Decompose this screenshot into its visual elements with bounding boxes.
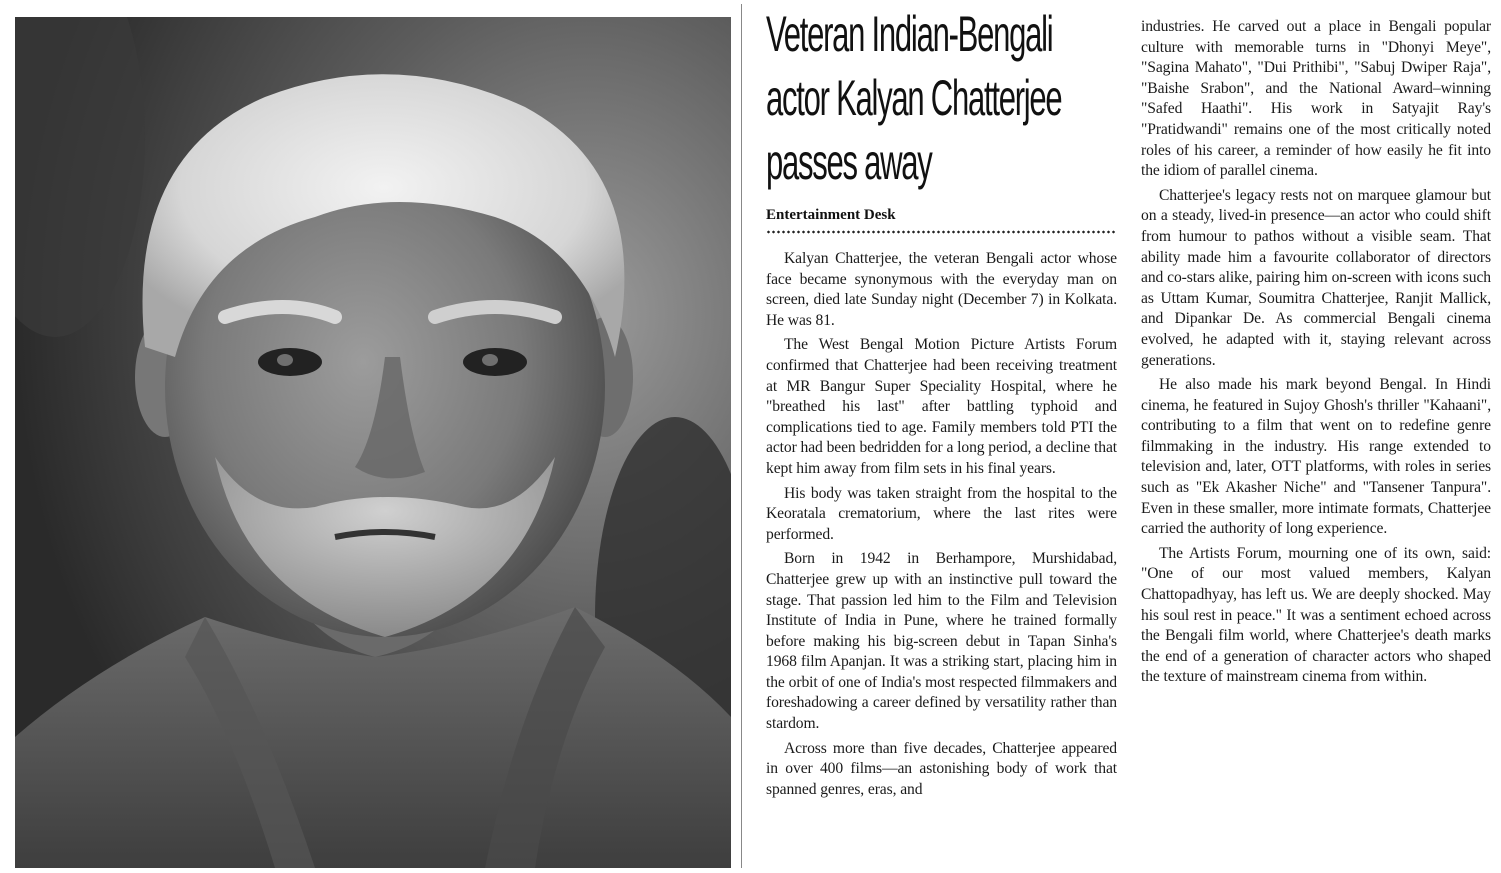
headline-line-1: Veteran Indian-Bengali bbox=[766, 6, 1053, 62]
dotted-rule bbox=[766, 230, 1117, 234]
column-divider bbox=[741, 4, 742, 868]
paragraph: The West Bengal Motion Picture Artists Forum confirmed that Chatterjee had been receiving treatment at MR Bangur Super Speciality Hospital, where he "breathed his last" after battling typhoid and complications tied to age. Family members told PTI the actor had been bedridden for a long period, a decline that kept him away from film sets in his final years. bbox=[766, 336, 1117, 477]
headline-line-2: actor Kalyan Chatterjee bbox=[766, 70, 1062, 126]
article-column-1 bbox=[766, 2, 1117, 870]
paragraph: He also made his mark beyond Bengal. In Hindi cinema, he featured in Sujoy Ghosh's thriller "Kahaani", contributing to a film that went on to redefine genre filmmaking in the industry. His range extended to television and, later, OTT platforms, with roles in series such as "Ek Akasher Niche" and "Tansener Tanpura". Even in these smaller, more intimate formats, Chatterjee carried the authority of long experience. bbox=[1141, 376, 1491, 538]
byline: Entertainment Desk bbox=[766, 207, 896, 223]
paragraph-continuation: industries. He carved out a place in Bengali popular culture with memorable turns in "Dhonyi Meye", "Sagina Mahato", "Dui Prithibi", "Sabuj Dwiper Raja", "Baishe Srabon", and the National Award–winning "Safed Haathi". His work in Satyajit Ray's "Pratidwandi" remains one of the most critically noted roles of his career, a reminder of how easily he fit into the idiom of parallel cinema. bbox=[1141, 18, 1491, 180]
portrait-photo-icon bbox=[15, 17, 731, 868]
article-photo bbox=[15, 17, 731, 868]
paragraph: His body was taken straight from the hospital to the Keoratala crematorium, where the last rites were performed. bbox=[766, 484, 1117, 543]
headline-line-3: passes away bbox=[766, 134, 932, 190]
paragraph: Across more than five decades, Chatterjee appeared in over 400 films—an astonishing body of work that spanned genres, eras, and bbox=[766, 739, 1117, 798]
paragraph: Chatterjee's legacy rests not on marquee glamour but on a steady, lived-in presence—an actor who could shift from humour to pathos without a visible seam. That ability made him a favourite collaborator of directors and co-stars alike, pairing him on-screen with icons such as Uttam Kumar, Soumitra Chatterjee, Ranjit Mallick, and Dipankar De. As commercial Bengali cinema evolved, he adapted with it, staying relevant across generations. bbox=[1141, 186, 1491, 369]
paragraph: The Artists Forum, mourning one of its own, said: "One of our most valued members, Kalyan Chattopadhyay, has left us. We are deeply shocked. May his soul rest in peace." It was a sentiment echoed across the Bengali film world, where Chatterjee's death marks the end of a generation of character actors who shaped the texture of mainstream cinema from within. bbox=[1141, 544, 1491, 686]
paragraph: Kalyan Chatterjee, the veteran Bengali actor whose face became synonymous with the everyday man on screen, died late Sunday night (December 7) in Kolkata. He was 81. bbox=[766, 250, 1117, 329]
headline bbox=[766, 2, 1117, 194]
paragraph: Born in 1942 in Berhampore, Murshidabad, Chatterjee grew up with an instinctive pull toward the stage. That passion led him to the Film and Television Institute of India in Pune, where he trained formally before making his big-screen debut in Tapan Sinha's 1968 film Apanjan. It was a striking start, placing him in the orbit of one of India's most respected filmmakers and foreshadowing a career defined by versatility rather than stardom. bbox=[766, 550, 1117, 733]
column-2-text bbox=[1141, 17, 1491, 688]
article-column-2 bbox=[1141, 17, 1491, 692]
column-1-text bbox=[766, 249, 1117, 804]
